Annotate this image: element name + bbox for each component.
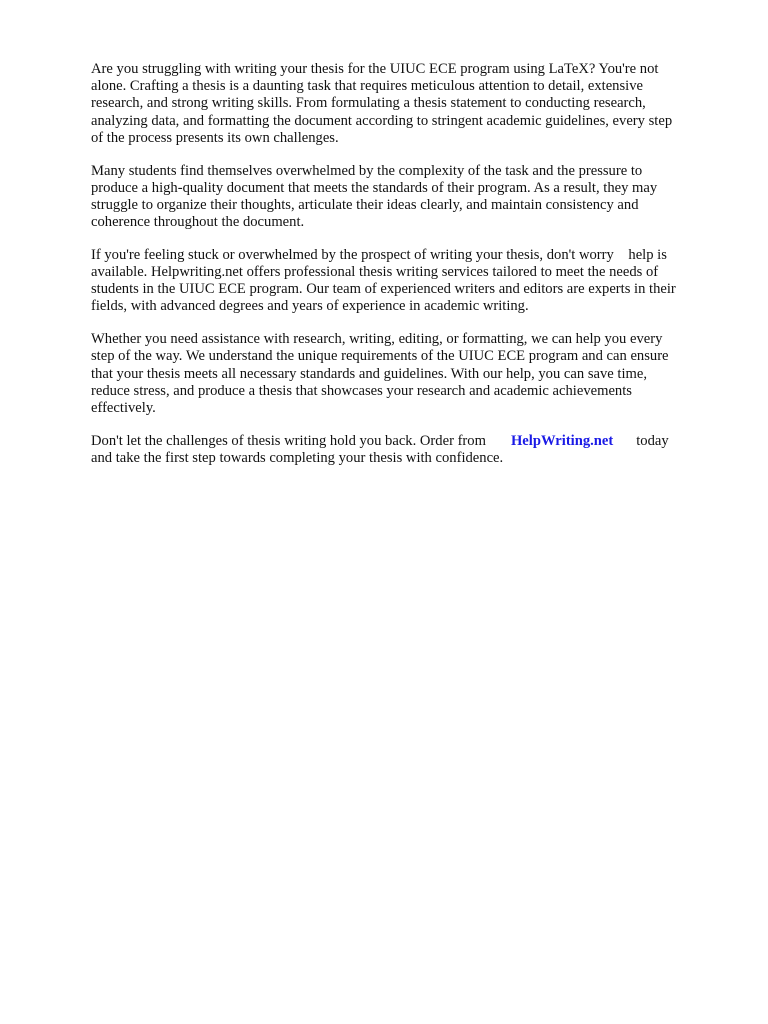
text-line: alone. Crafting a thesis is a daunting task that requires meticulous attention to detail, extensive: [91, 78, 643, 95]
paragraph-assistance: [91, 331, 716, 417]
closing-line: [91, 433, 716, 450]
text-line: of the process presents its own challenges.: [91, 129, 339, 146]
document-body: [91, 61, 716, 483]
text-line: Are you struggling with writing your thesis for the UIUC ECE program using LaTeX? You're not: [91, 61, 659, 77]
text-line: step of the way. We understand the unique requirements of the UIUC ECE program and can ensure: [91, 348, 669, 365]
text-line: that your thesis meets all necessary standards and guidelines. With our help, you can save time,: [91, 365, 647, 382]
paragraph-challenges: [91, 163, 716, 232]
text-line: reduce stress, and produce a thesis that showcases your research and academic achievements: [91, 382, 632, 399]
text-line: analyzing data, and formatting the document according to stringent academic guidelines, every step: [91, 112, 673, 129]
text-line: If you're feeling stuck or overwhelmed by the prospect of writing your thesis, don't worry help is: [91, 246, 667, 263]
paragraph-intro: [91, 61, 716, 147]
text-line: produce a high-quality document that meets the standards of their program. As a result, they may: [91, 179, 658, 196]
text-line: available. Helpwriting.net offers professional thesis writing services tailored to meet the needs of: [91, 264, 659, 281]
text-line: Whether you need assistance with research, writing, editing, or formatting, we can help you every: [91, 331, 663, 348]
text-line: students in the UIUC ECE program. Our team of experienced writers and editors are experts in their: [91, 281, 676, 298]
helpwriting-link[interactable]: HelpWriting.net: [510, 432, 614, 449]
text-line: effectively.: [91, 399, 156, 416]
text-line: struggle to organize their thoughts, articulate their ideas clearly, and maintain consistency and: [91, 196, 639, 213]
closing-line-2: and take the first step towards completing your thesis with confidence.: [91, 449, 504, 466]
closing-text-before-link: Don't let the challenges of thesis writing hold you back. Order from: [91, 432, 486, 449]
paragraph-help: [91, 247, 716, 316]
paragraph-closing: [91, 433, 716, 467]
text-line: Many students find themselves overwhelmed by the complexity of the task and the pressure to: [91, 162, 643, 179]
closing-text-after-link: today: [636, 432, 669, 449]
text-line: research, and strong writing skills. From formulating a thesis statement to conducting research,: [91, 95, 646, 112]
text-line: coherence throughout the document.: [91, 214, 305, 231]
text-line: fields, with advanced degrees and years of experience in academic writing.: [91, 298, 529, 315]
